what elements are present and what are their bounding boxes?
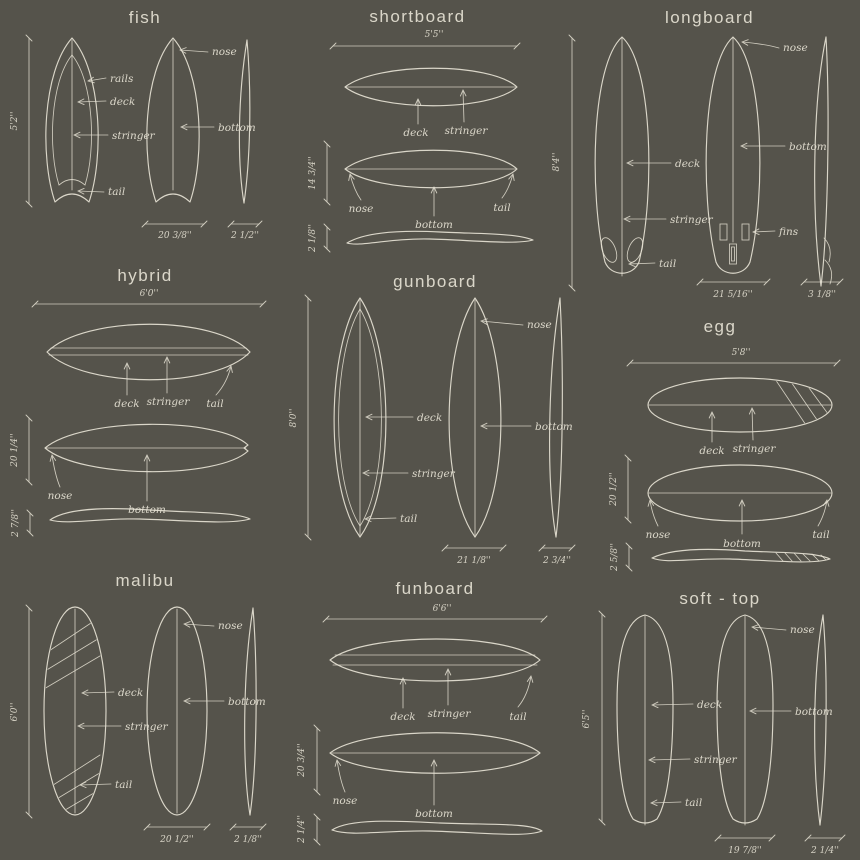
egg-label-tail: tail <box>812 529 830 541</box>
fish-thickness-dimension <box>230 224 259 241</box>
soft-top-label-stringer: stringer <box>694 754 737 766</box>
funboard-deck-view <box>330 639 540 681</box>
malibu-bottom-annotations <box>184 620 266 708</box>
hybrid-bottom-view <box>45 424 248 471</box>
longboard-deck-annotations <box>624 158 714 270</box>
fish-label-stringer: stringer <box>112 130 155 142</box>
gunboard-length-label: 8'0'' <box>289 408 299 428</box>
longboard-bottom-view <box>706 37 760 273</box>
soft-top-thickness-dimension <box>808 838 842 856</box>
longboard-width-dimension <box>700 282 767 300</box>
egg-diagram <box>580 300 860 580</box>
egg-bottom-view <box>648 465 832 521</box>
soft-top-thickness-label: 2 1/4'' <box>810 846 840 856</box>
gunboard-label-stringer: stringer <box>412 468 455 480</box>
longboard-thickness-dimension <box>804 282 840 300</box>
shortboard-width-dimension <box>308 144 327 202</box>
panel-funboard <box>290 575 580 860</box>
egg-label-deck: deck <box>699 445 725 457</box>
longboard-width-label: 21 5/16'' <box>713 290 753 300</box>
malibu-bottom-view <box>147 607 207 815</box>
longboard-label-deck: deck <box>675 158 701 170</box>
malibu-thickness-dimension <box>233 827 263 845</box>
longboard-label-bottom: bottom <box>789 141 827 153</box>
shortboard-thickness-dimension <box>308 224 327 253</box>
hybrid-width-dimension <box>10 418 29 482</box>
shortboard-title: shortboard <box>369 7 466 26</box>
malibu-deck-annotations <box>78 687 169 791</box>
malibu-title: malibu <box>115 571 175 590</box>
gunboard-width-dimension <box>445 548 503 566</box>
panel-soft-top <box>580 585 860 860</box>
soft-top-deck-view <box>617 615 673 825</box>
panel-gunboard <box>290 255 580 575</box>
egg-label-nose: nose <box>645 529 671 541</box>
longboard-deck-view <box>595 37 649 276</box>
longboard-length-dimension <box>552 38 572 288</box>
shortboard-deck-annotations <box>403 90 488 139</box>
gunboard-width-label: 21 1/8'' <box>457 556 491 566</box>
hybrid-label-nose: nose <box>47 490 73 502</box>
fish-length-dimension <box>10 38 29 204</box>
funboard-thickness-dimension <box>297 815 317 844</box>
hybrid-thickness-label: 2 7/8'' <box>11 508 21 538</box>
egg-label-bottom: bottom <box>723 538 761 550</box>
funboard-title: funboard <box>395 579 475 598</box>
funboard-label-nose: nose <box>332 795 358 807</box>
longboard-length-label: 8'4'' <box>552 152 562 172</box>
soft-top-width-label: 19 7/8'' <box>728 846 762 856</box>
shortboard-label-stringer: stringer <box>444 125 488 137</box>
soft-top-length-label: 6'5'' <box>582 709 592 729</box>
hybrid-width-label: 20 1/4'' <box>10 433 20 467</box>
longboard-diagram <box>545 0 860 320</box>
egg-side-stripes <box>776 553 826 561</box>
fish-title: fish <box>128 8 162 27</box>
panel-shortboard <box>290 0 545 255</box>
shortboard-label-tail: tail <box>493 202 511 214</box>
fish-width-dimension <box>145 224 204 241</box>
fish-width-label: 20 3/8'' <box>158 231 192 241</box>
gunboard-side-profile <box>550 298 563 537</box>
soft-top-title: soft - top <box>679 589 761 608</box>
egg-bottom-annotations <box>646 500 830 550</box>
hybrid-label-tail: tail <box>206 398 224 410</box>
malibu-label-bottom: bottom <box>228 696 266 708</box>
shortboard-label-bottom: bottom <box>415 219 453 231</box>
longboard-title: longboard <box>664 8 755 27</box>
malibu-diagram <box>0 575 290 860</box>
gunboard-bottom-view <box>449 298 501 537</box>
hybrid-length-dimension <box>35 289 263 304</box>
soft-top-width-dimension <box>718 838 772 856</box>
soft-top-label-bottom: bottom <box>795 706 833 718</box>
soft-top-label-tail: tail <box>685 797 703 809</box>
egg-thickness-dimension <box>610 543 629 572</box>
longboard-label-stringer: stringer <box>670 214 713 226</box>
longboard-label-fins: fins <box>779 226 799 238</box>
longboard-side-profile <box>815 37 832 286</box>
shortboard-bottom-view <box>345 150 517 188</box>
funboard-label-bottom: bottom <box>415 808 453 820</box>
panel-malibu <box>0 571 290 860</box>
fish-label-rails: rails <box>110 73 134 85</box>
gunboard-deck-view <box>334 298 386 537</box>
funboard-label-deck: deck <box>390 711 416 723</box>
gunboard-diagram <box>290 255 580 575</box>
shortboard-side-profile <box>347 231 533 244</box>
panel-hybrid <box>0 255 290 575</box>
gunboard-label-nose: nose <box>527 319 552 331</box>
funboard-length-label: 6'6'' <box>432 604 452 614</box>
funboard-diagram <box>290 575 580 860</box>
hybrid-label-bottom: bottom <box>128 504 166 516</box>
shortboard-deck-view <box>345 68 517 106</box>
fish-label-nose: nose <box>212 46 237 58</box>
gunboard-label-tail: tail <box>400 513 418 525</box>
malibu-label-tail: tail <box>115 779 133 791</box>
egg-label-stringer: stringer <box>732 443 776 455</box>
longboard-label-tail: tail <box>659 258 677 270</box>
malibu-side-profile <box>245 608 256 815</box>
gunboard-title: gunboard <box>393 272 477 291</box>
egg-width-dimension <box>609 458 628 520</box>
funboard-deck-annotations <box>390 669 531 723</box>
gunboard-label-deck: deck <box>417 412 443 424</box>
fish-bottom-view <box>147 38 199 202</box>
egg-length-dimension <box>630 348 837 363</box>
funboard-length-dimension <box>326 604 544 619</box>
hybrid-length-label: 6'0'' <box>139 289 159 299</box>
hybrid-diagram <box>0 255 290 575</box>
longboard-label-nose: nose <box>783 42 808 54</box>
funboard-bottom-view <box>330 733 540 774</box>
fish-diagram <box>0 0 290 255</box>
panel-longboard <box>545 0 860 320</box>
funboard-width-dimension <box>297 728 317 792</box>
egg-length-label: 5'8'' <box>731 348 751 358</box>
panel-egg <box>580 300 860 580</box>
soft-top-length-dimension <box>582 614 602 822</box>
egg-width-label: 20 1/2'' <box>609 472 619 506</box>
gunboard-length-dimension <box>289 298 308 537</box>
malibu-width-dimension <box>147 827 207 845</box>
soft-top-diagram <box>580 585 860 860</box>
malibu-label-stringer: stringer <box>125 721 168 733</box>
hybrid-deck-view <box>47 324 250 380</box>
longboard-bottom-annotations <box>741 42 827 238</box>
shortboard-diagram <box>290 0 545 255</box>
funboard-label-stringer: stringer <box>427 708 471 720</box>
gunboard-thickness-dimension <box>542 548 572 566</box>
soft-top-bottom-annotations <box>750 624 833 718</box>
funboard-thickness-label: 2 1/4'' <box>297 814 307 844</box>
shortboard-width-label: 14 3/4'' <box>308 156 318 190</box>
shortboard-length-label: 5'5'' <box>424 30 444 40</box>
malibu-thickness-label: 2 1/8'' <box>233 835 263 845</box>
fish-label-tail: tail <box>108 186 126 198</box>
shortboard-length-dimension <box>333 30 517 46</box>
fish-length-label: 5'2'' <box>10 111 20 131</box>
gunboard-bottom-annotations <box>481 319 573 433</box>
egg-side-profile <box>652 549 830 561</box>
fish-label-bottom: bottom <box>218 122 256 134</box>
soft-top-side-profile <box>815 615 826 825</box>
longboard-thickness-label: 3 1/8'' <box>807 290 837 300</box>
funboard-label-tail: tail <box>509 711 527 723</box>
fish-thickness-label: 2 1/2'' <box>230 231 260 241</box>
panel-fish <box>0 0 290 255</box>
shortboard-label-nose: nose <box>348 203 374 215</box>
malibu-length-label: 6'0'' <box>10 702 20 722</box>
soft-top-bottom-view <box>717 615 773 825</box>
egg-thickness-label: 2 5/8'' <box>610 542 620 572</box>
malibu-label-nose: nose <box>218 620 243 632</box>
hybrid-thickness-dimension <box>11 509 30 538</box>
gunboard-deck-annotations <box>363 412 456 525</box>
funboard-width-label: 20 3/4'' <box>297 743 307 777</box>
malibu-label-deck: deck <box>118 687 144 699</box>
hybrid-label-stringer: stringer <box>146 396 190 408</box>
gunboard-thickness-label: 2 3/4'' <box>542 556 572 566</box>
shortboard-label-deck: deck <box>403 127 429 139</box>
hybrid-title: hybrid <box>117 266 173 285</box>
soft-top-label-nose: nose <box>790 624 815 636</box>
malibu-width-label: 20 1/2'' <box>160 835 194 845</box>
soft-top-label-deck: deck <box>697 699 723 711</box>
fish-deck-view <box>46 38 98 202</box>
funboard-side-profile <box>332 821 542 834</box>
hybrid-label-deck: deck <box>114 398 140 410</box>
shortboard-bottom-annotations <box>349 174 513 231</box>
hybrid-deck-annotations <box>114 357 231 410</box>
malibu-length-dimension <box>10 608 29 815</box>
shortboard-thickness-label: 2 1/8'' <box>308 223 318 253</box>
hybrid-bottom-annotations <box>48 455 166 516</box>
egg-title: egg <box>703 317 737 336</box>
egg-deck-view <box>648 376 840 434</box>
gunboard-label-bottom: bottom <box>535 421 573 433</box>
funboard-bottom-annotations <box>333 760 453 820</box>
fish-label-deck: deck <box>110 96 136 108</box>
